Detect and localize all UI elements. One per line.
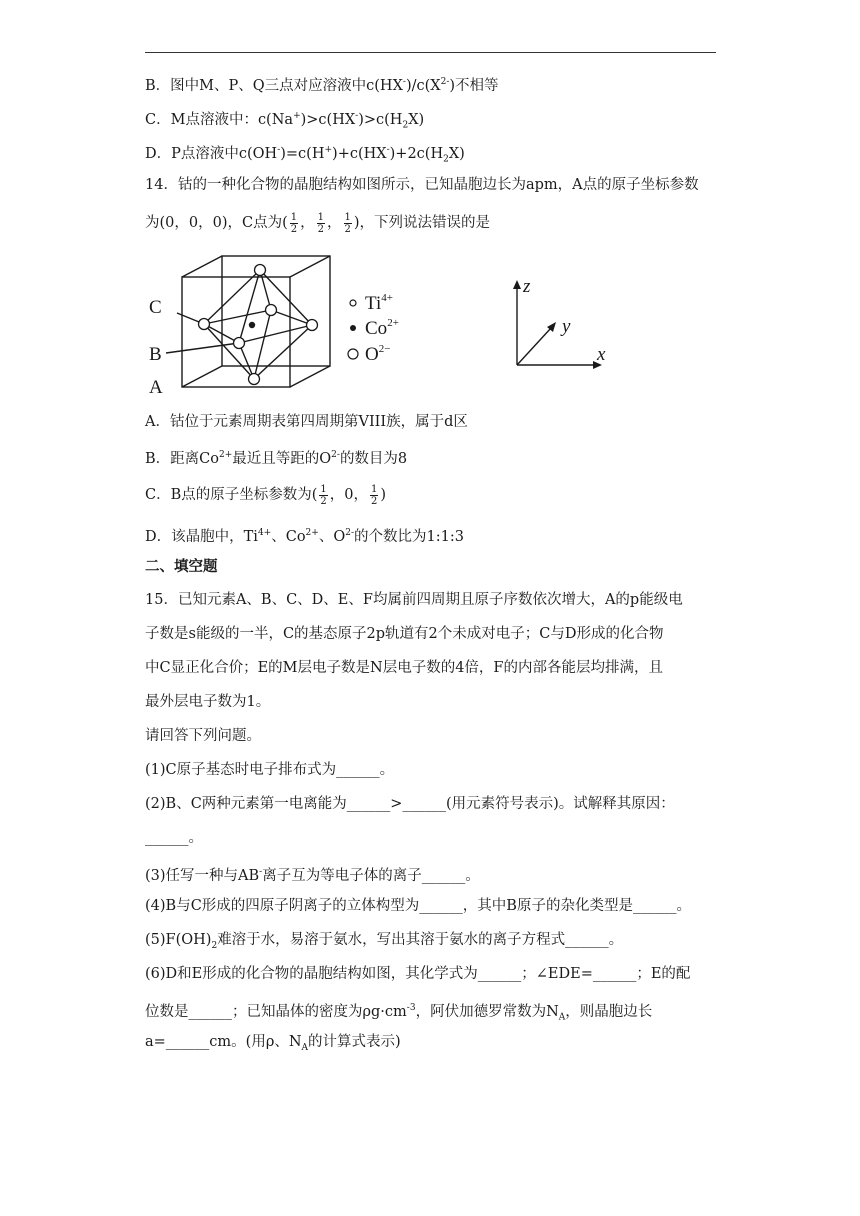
q14-option-d: D．该晶胞中，$Ti^{4+}$、$Co^{2+}$、$O^{2-}$的个数比为1:1:3 — [145, 528, 464, 545]
q13-option-d: D．P点溶液中$c(OH^-)=c(H^+)+c(HX^-)+2c(H_2X)$ — [145, 145, 465, 165]
label-a: A — [149, 377, 163, 398]
legend-o: $O^{2-}$ — [365, 343, 391, 365]
q15-part6-line1: (6)D和E形成的化合物的晶胞结构如图，其化学式为______；∠EDE=______；E的配 — [145, 966, 691, 982]
axis-y-label: y — [562, 316, 571, 337]
q14-option-a: A．钴位于元素周期表第四周期第VIII族，属于d区 — [145, 414, 468, 430]
q15-stem-line2: 子数是s能级的一半，C的基态原子2p轨道有2个未成对电子；C与D形成的化合物 — [145, 626, 664, 642]
q15-part4: (4)B与C形成的四原子阴离子的立体构型为______，其中B原子的杂化类型是______。 — [145, 898, 691, 914]
fraction-half: $\frac{1}{2}$ — [290, 211, 298, 235]
q15-part1: (1)C原子基态时电子排布式为______。 — [145, 762, 395, 778]
q15-stem-line4: 最外层电子数为1。 — [145, 694, 271, 710]
q13-option-b: B．图中M、P、Q三点对应溶液中$c(HX^-)/c(X^{2-})$不相等 — [145, 77, 499, 94]
label-b: B — [149, 344, 162, 365]
fraction-half: $\frac{1}{2}$ — [371, 483, 378, 507]
q15-part5: $(5)F(OH)_2$难溶于水，易溶于氨水，写出其溶于氨水的离子方程式______。 — [145, 932, 624, 951]
legend-co: $Co^{2+}$ — [365, 317, 399, 339]
axis-x-label: x — [597, 344, 606, 365]
legend-ti: $Ti^{4+}$ — [365, 292, 393, 314]
q15-stem-line1: 15．已知元素A、B、C、D、E、F均属前四周期且原子序数依次增大，A的p能级电 — [145, 592, 683, 608]
q15-part6-line2: 位数是______；已知晶体的密度为$\rho g\cdot cm^{-3}$，阿伏加德罗常数为$N_A$，则晶胞边长 — [145, 1003, 653, 1023]
section-heading: 二、填空题 — [145, 558, 218, 575]
axes-figure — [505, 270, 625, 370]
q14-stem-line2: 为(0，0，0)，C点为( $\frac{1}{2}$ ， $\frac{1}{2}$ ， $\frac{1}{2}$ )，下列说法错误的是 — [145, 211, 491, 235]
header-rule — [145, 52, 716, 53]
fraction-half: $\frac{1}{2}$ — [320, 483, 327, 507]
axis-z-label: z — [523, 276, 531, 297]
q15-stem-line3: 中C显正化合价；E的M层电子数是N层电子数的4倍，F的内部各能层均排满，且 — [145, 660, 663, 676]
crystal-cell-figure — [145, 243, 435, 403]
label-c: C — [149, 297, 162, 318]
q15-part2-continued: ______。 — [145, 830, 203, 846]
fraction-half: $\frac{1}{2}$ — [317, 211, 324, 235]
q14-option-c: C．B点的原子坐标参数为( $\frac{1}{2}$ ，0， $\frac{1}{2}$ ) — [145, 483, 387, 507]
q14-stem-line1: 14．钴的一种化合物的晶胞结构如图所示，已知晶胞边长为apm，A点的原子坐标参数 — [145, 177, 699, 193]
q15-part3: (3)任写一种与AB-离子互为等电子体的离子______。 — [145, 867, 480, 884]
q15-part6-line3: a=______cm。(用ρ、$N_A$的计算式表示) — [145, 1034, 401, 1053]
q15-instruction: 请回答下列问题。 — [145, 728, 261, 744]
q14-option-b: B．距离$Co^{2+}$最近且等距的$O^{2-}$的数目为8 — [145, 450, 408, 467]
q15-part2: (2)B、C两种元素第一电离能为______>______(用元素符号表示)。试解释其原因： — [145, 796, 675, 812]
fraction-half: $\frac{1}{2}$ — [344, 211, 351, 235]
q13-option-c: C．M点溶液中：$c(Na^+)>c(HX^-)>c(H_2X)$ — [145, 111, 425, 131]
